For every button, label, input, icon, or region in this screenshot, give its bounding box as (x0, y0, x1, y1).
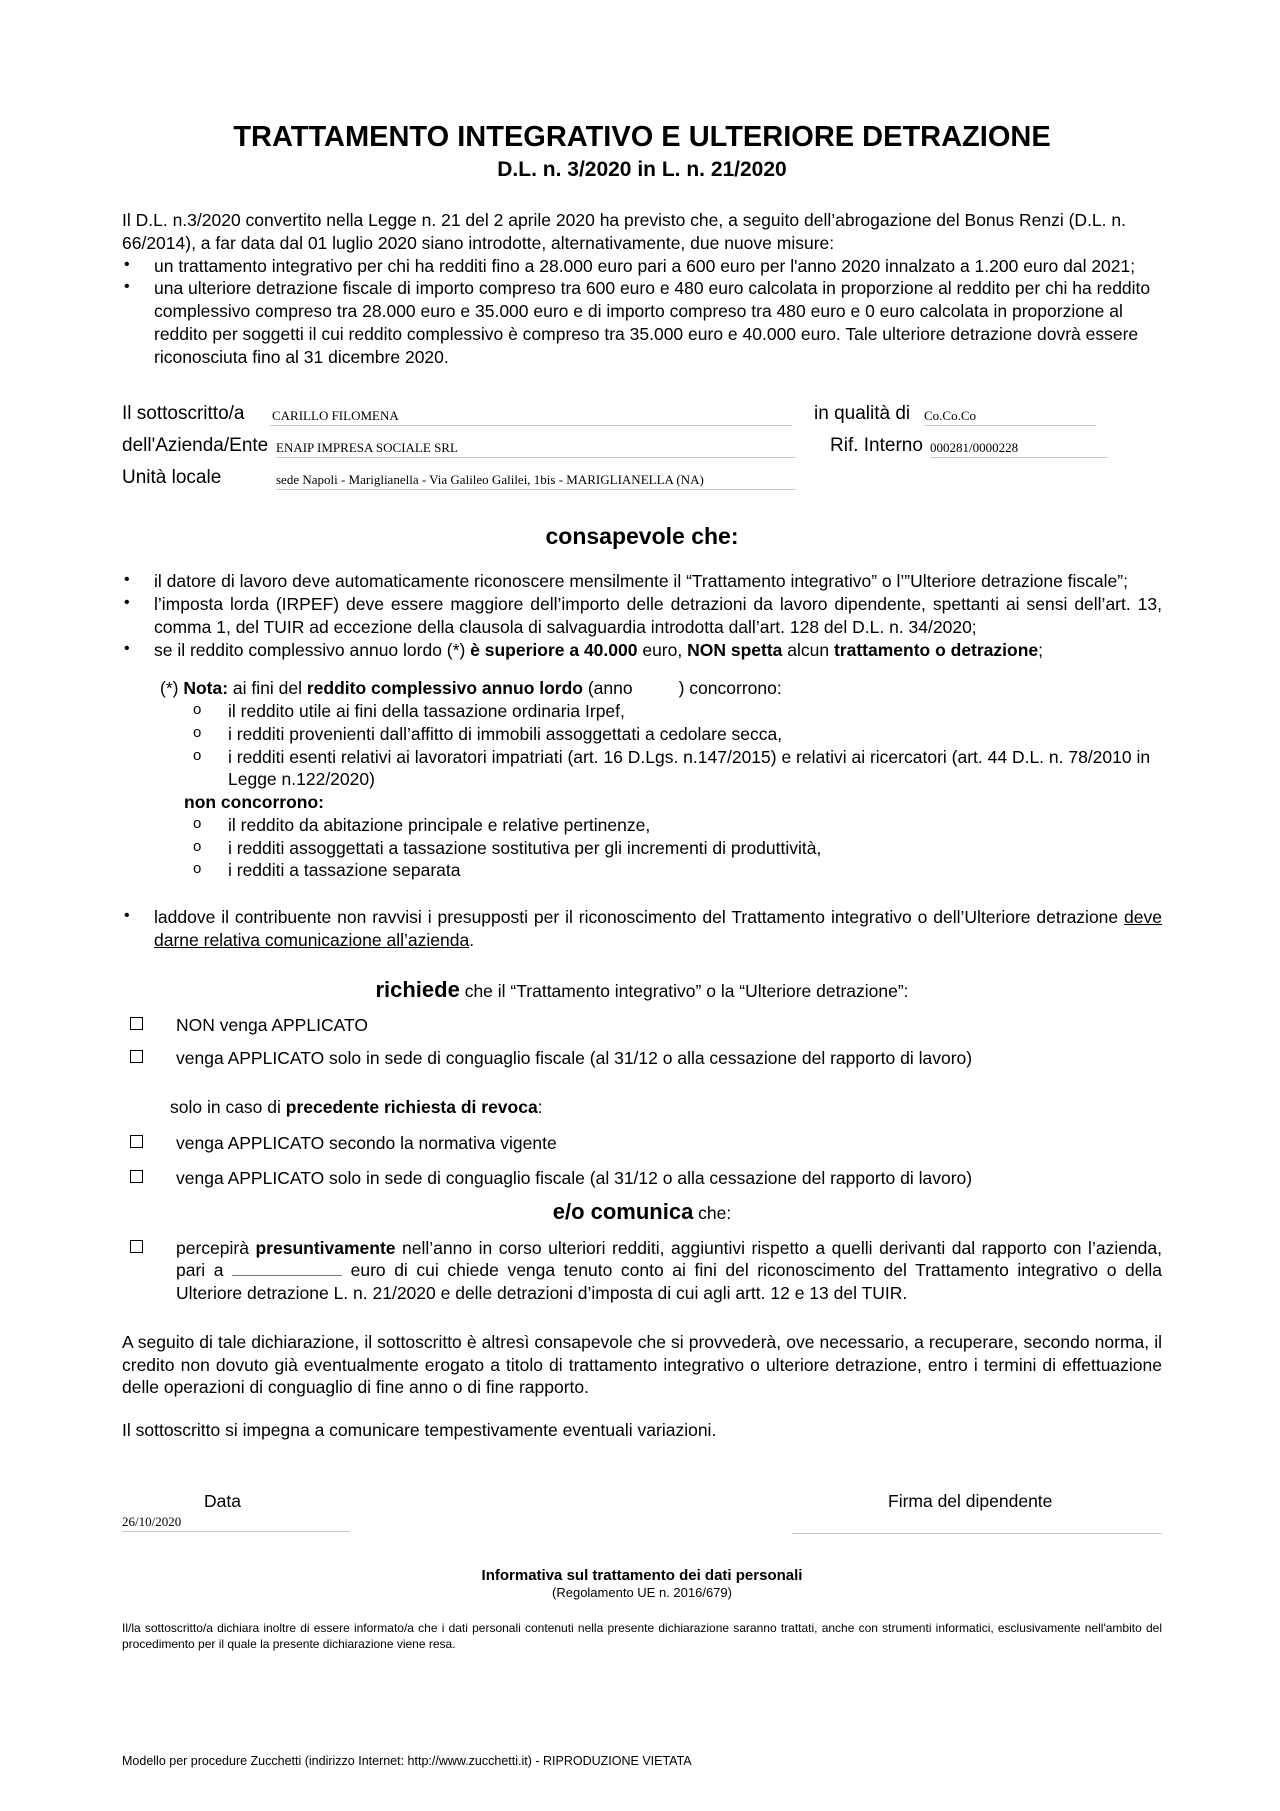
richiede-heading: richiede che il “Trattamento integrativo” o la “Ulteriore detrazione”: (375, 976, 909, 1002)
list-item: o il reddito da abitazione principale e relative pertinenze, (188, 814, 1162, 837)
laddove-bullet (122, 906, 1162, 952)
closing-commitment: Il sottoscritto si impegna a comunicare tempestivamente eventuali variazioni. (122, 1420, 717, 1441)
checkbox[interactable] (130, 1017, 143, 1030)
list-item: • l’imposta lorda (IRPEF) deve essere maggiore dell’importo delle detrazioni da lavoro dipendente, spettanti ai sensi dell’art. 13, comma 1, del TUIR ad eccezione della clausola di salvaguardia introdotta dall’art. 128 del D.L. n. 34/2020; (122, 593, 1162, 639)
intro-bullets (122, 255, 1162, 369)
list-item: o i redditi a tassazione separata (188, 859, 1162, 882)
checkbox[interactable] (130, 1170, 143, 1183)
personal-fields (122, 402, 1162, 498)
rif-interno-label: Rif. Interno (830, 435, 923, 457)
list-item: • un trattamento integrativo per chi ha redditi fino a 28.000 euro pari a 600 euro per l'anno 2020 innalzato a 1.200 euro dal 2021; (122, 255, 1162, 278)
list-item: o i redditi assoggettati a tassazione sostitutiva per gli incrementi di produttività, (188, 837, 1162, 860)
firma-label: Firma del dipendente (888, 1490, 1053, 1511)
importo-blank-field[interactable] (232, 1261, 342, 1276)
concorrono-list (160, 700, 1162, 791)
rif-interno-field[interactable]: 000281/0000228 (930, 440, 1108, 458)
field-row-azienda (122, 434, 1162, 466)
list-item: o il reddito utile ai fini della tassazione ordinaria Irpef, (188, 700, 1162, 723)
qualita-field[interactable]: Co.Co.Co (924, 408, 1096, 426)
list-item: • una ulteriore detrazione fiscale di importo compreso tra 600 euro e 480 euro calcolata in proporzione al reddito per chi ha reddito complessivo compreso tra 28.000 euro e 35.000 euro e di importo compreso tra 480 euro e 0 euro calcolata in proporzione al reddito per soggetti il cui reddito complessivo è compreso tra 35.000 euro e 40.000 euro. Tale ulteriore detrazione dovrà essere riconosciuta fino al 31 dicembre 2020. (122, 277, 1162, 368)
informativa-title: Informativa sul trattamento dei dati personali (481, 1566, 803, 1584)
comunica-heading: e/o comunica che: (552, 1198, 732, 1224)
checkbox[interactable] (130, 1240, 143, 1253)
informativa-subtitle: (Regolamento UE n. 2016/679) (552, 1585, 732, 1601)
field-row-unita (122, 466, 1162, 498)
consapevole-heading: consapevole che: (545, 523, 739, 550)
azienda-label: dell'Azienda/Ente (122, 435, 269, 457)
sottoscritto-field[interactable]: CARILLO FILOMENA (270, 408, 792, 426)
non-concorrono-list (160, 814, 1162, 882)
unita-label: Unità locale (122, 467, 222, 489)
data-field[interactable]: 26/10/2020 (122, 1514, 350, 1532)
signature-row (122, 1490, 1162, 1550)
list-item: • laddove il contribuente non ravvisi i presupposti per il riconoscimento del Trattamento integrativo o dell’Ulteriore detrazione deve darne relativa comunicazione all’azienda. (122, 906, 1162, 952)
checkbox[interactable] (130, 1050, 143, 1063)
option-non-applicato[interactable]: NON venga APPLICATO (130, 1014, 1162, 1037)
field-row-sottoscritto (122, 402, 1162, 434)
nota-section (160, 677, 1162, 882)
data-label: Data (204, 1490, 241, 1511)
unita-field[interactable]: sede Napoli - Mariglianella - Via Galileo Galilei, 1bis - MARIGLIANELLA (NA) (276, 472, 796, 490)
page-title: TRATTAMENTO INTEGRATIVO E ULTERIORE DETRAZIONE (233, 121, 1051, 153)
option-comunica-redditi[interactable]: percepirà presuntivamente nell’anno in corso ulteriori redditi, aggiuntivi rispetto a quelli derivanti dal rapporto con l’azienda, pari a euro di cui chiede venga tenuto conto ai fini del riconoscimento del Trattamento integrativo o della Ulteriore detrazione L. n. 21/2020 e delle detrazioni d’imposta di cui agli artt. 12 e 13 del TUIR. (130, 1237, 1162, 1305)
sottoscritto-label: Il sottoscritto/a (122, 403, 245, 425)
informativa-text: Il/la sottoscritto/a dichiara inoltre di essere informato/a che i dati personali contenuti nella presente dichiarazione saranno trattati, anche con strumenti informatici, esclusivamente nell'ambito del procedimento per il quale la presente dichiarazione viene resa. (122, 1621, 1162, 1652)
list-item: • il datore di lavoro deve automaticamente riconoscere mensilmente il “Trattamento integrativo” o l’”Ulteriore detrazione fiscale”; (122, 570, 1162, 593)
revoca-heading: solo in caso di precedente richiesta di revoca: (170, 1096, 543, 1117)
option-applicato-conguaglio-revoca[interactable]: venga APPLICATO solo in sede di conguaglio fiscale (al 31/12 o alla cessazione del rapporto di lavoro) (130, 1167, 1162, 1190)
footer-note: Modello per procedure Zucchetti (indirizzo Internet: http://www.zucchetti.it) - RIPRODUZIONE VIETATA (122, 1754, 692, 1768)
nota-intro: (*) Nota: ai fini del reddito complessivo annuo lordo (anno ) concorrono: (160, 678, 782, 699)
non-concorrono-label: non concorrono: (184, 792, 324, 813)
list-item: o i redditi provenienti dall’affitto di immobili assoggettati a cedolare secca, (188, 723, 1162, 746)
list-item: o i redditi esenti relativi ai lavoratori impatriati (art. 16 D.Lgs. n.147/2015) e relativi ai ricercatori (art. 44 D.L. n. 78/2010 in Legge n.122/2020) (188, 746, 1162, 792)
consapevole-bullets (122, 570, 1162, 661)
checkbox[interactable] (130, 1135, 143, 1148)
page-subtitle: D.L. n. 3/2020 in L. n. 21/2020 (497, 157, 787, 181)
closing-paragraph: A seguito di tale dichiarazione, il sottoscritto è altresì consapevole che si provvederà, ove necessario, a recuperare, secondo norma, il credito non dovuto già eventualmente erogato a titolo di trattamento integrativo o ulteriore detrazione, entro i termini di effettuazione delle operazioni di conguaglio di fine anno o di fine rapporto. (122, 1331, 1162, 1398)
qualita-label: in qualità di (814, 403, 911, 425)
option-applicato-conguaglio[interactable]: venga APPLICATO solo in sede di conguaglio fiscale (al 31/12 o alla cessazione del rapporto di lavoro) (130, 1047, 1162, 1070)
document-page (122, 122, 1162, 1653)
azienda-field[interactable]: ENAIP IMPRESA SOCIALE SRL (276, 440, 796, 458)
intro-paragraph: Il D.L. n.3/2020 convertito nella Legge n. 21 del 2 aprile 2020 ha previsto che, a seguito dell’abrogazione del Bonus Renzi (D.L. n. 66/2014), a far data dal 01 luglio 2020 siano introdotte, alternativamente, due nuove misure: (122, 210, 1126, 253)
list-item: • se il reddito complessivo annuo lordo (*) è superiore a 40.000 euro, NON spetta alcun trattamento o detrazione; (122, 639, 1162, 662)
option-applicato-normativa[interactable]: venga APPLICATO secondo la normativa vigente (130, 1132, 1162, 1155)
intro-section (122, 209, 1162, 368)
signature-field[interactable] (792, 1516, 1162, 1534)
